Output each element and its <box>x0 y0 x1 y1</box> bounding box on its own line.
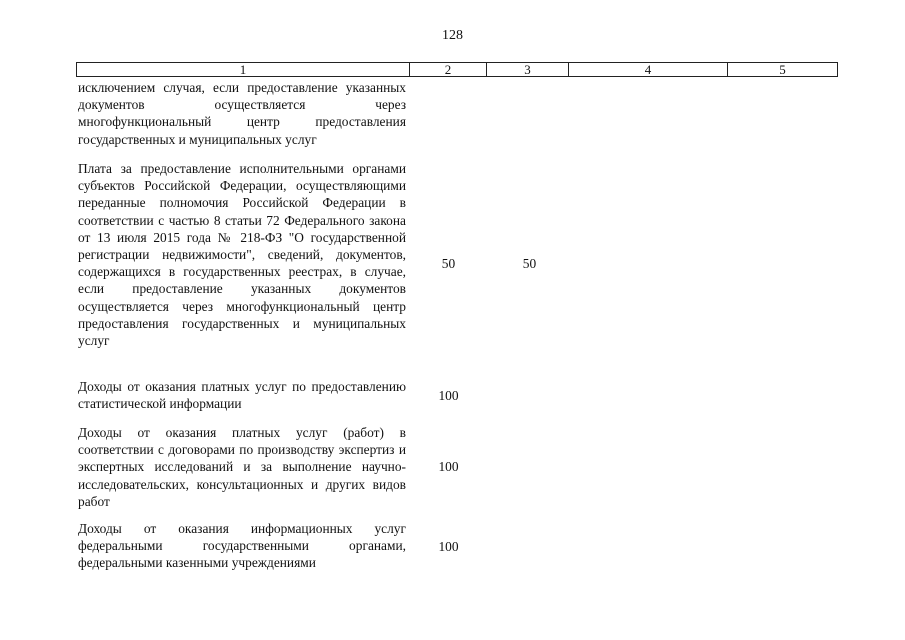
row-value-col-3: 50 <box>522 256 537 271</box>
row-value-col-2: 100 <box>438 459 459 474</box>
page-number: 128 <box>442 28 463 43</box>
header-col-3: 3 <box>487 63 569 76</box>
header-col-1: 1 <box>77 63 410 76</box>
row-description: Доходы от оказания информационных услуг федеральными государственными органами, федеральными казенными учреждениями <box>78 521 406 571</box>
row-description: Плата за предоставление исполнительными органами субъектов Российской Федерации, осуществляющими переданные полномочия Российской Федерации в соответствии с частью 8 статьи 72 Федерального закона от 13 июля 2015 года № 218-ФЗ "О государственной регистрации недвижимости", сведений, документов, содержащихся в государственных реестрах, в случае, если предоставление указанных документов осуществляется через многофункциональный центр предоставления государственных и муниципальных услуг <box>78 161 406 349</box>
row-description: исключением случая, если предоставление указанных документов осуществляется через многофункциональный центр предоставления государственных и муниципальных услуг <box>78 80 406 147</box>
row-value-col-2: 50 <box>441 256 456 271</box>
table-header-row <box>76 62 838 77</box>
row-description: Доходы от оказания платных услуг по предоставлению статистической информации <box>78 379 406 412</box>
header-col-4: 4 <box>569 63 728 76</box>
row-value-col-2: 100 <box>438 388 459 403</box>
row-value-col-2: 100 <box>438 539 459 554</box>
header-col-2: 2 <box>410 63 487 76</box>
header-col-5: 5 <box>779 62 786 77</box>
row-description: Доходы от оказания платных услуг (работ) в соответствии с договорами по производству экспертиз и экспертных исследований и за выполнение научно-исследовательских, консультационных и других видов работ <box>78 425 406 509</box>
